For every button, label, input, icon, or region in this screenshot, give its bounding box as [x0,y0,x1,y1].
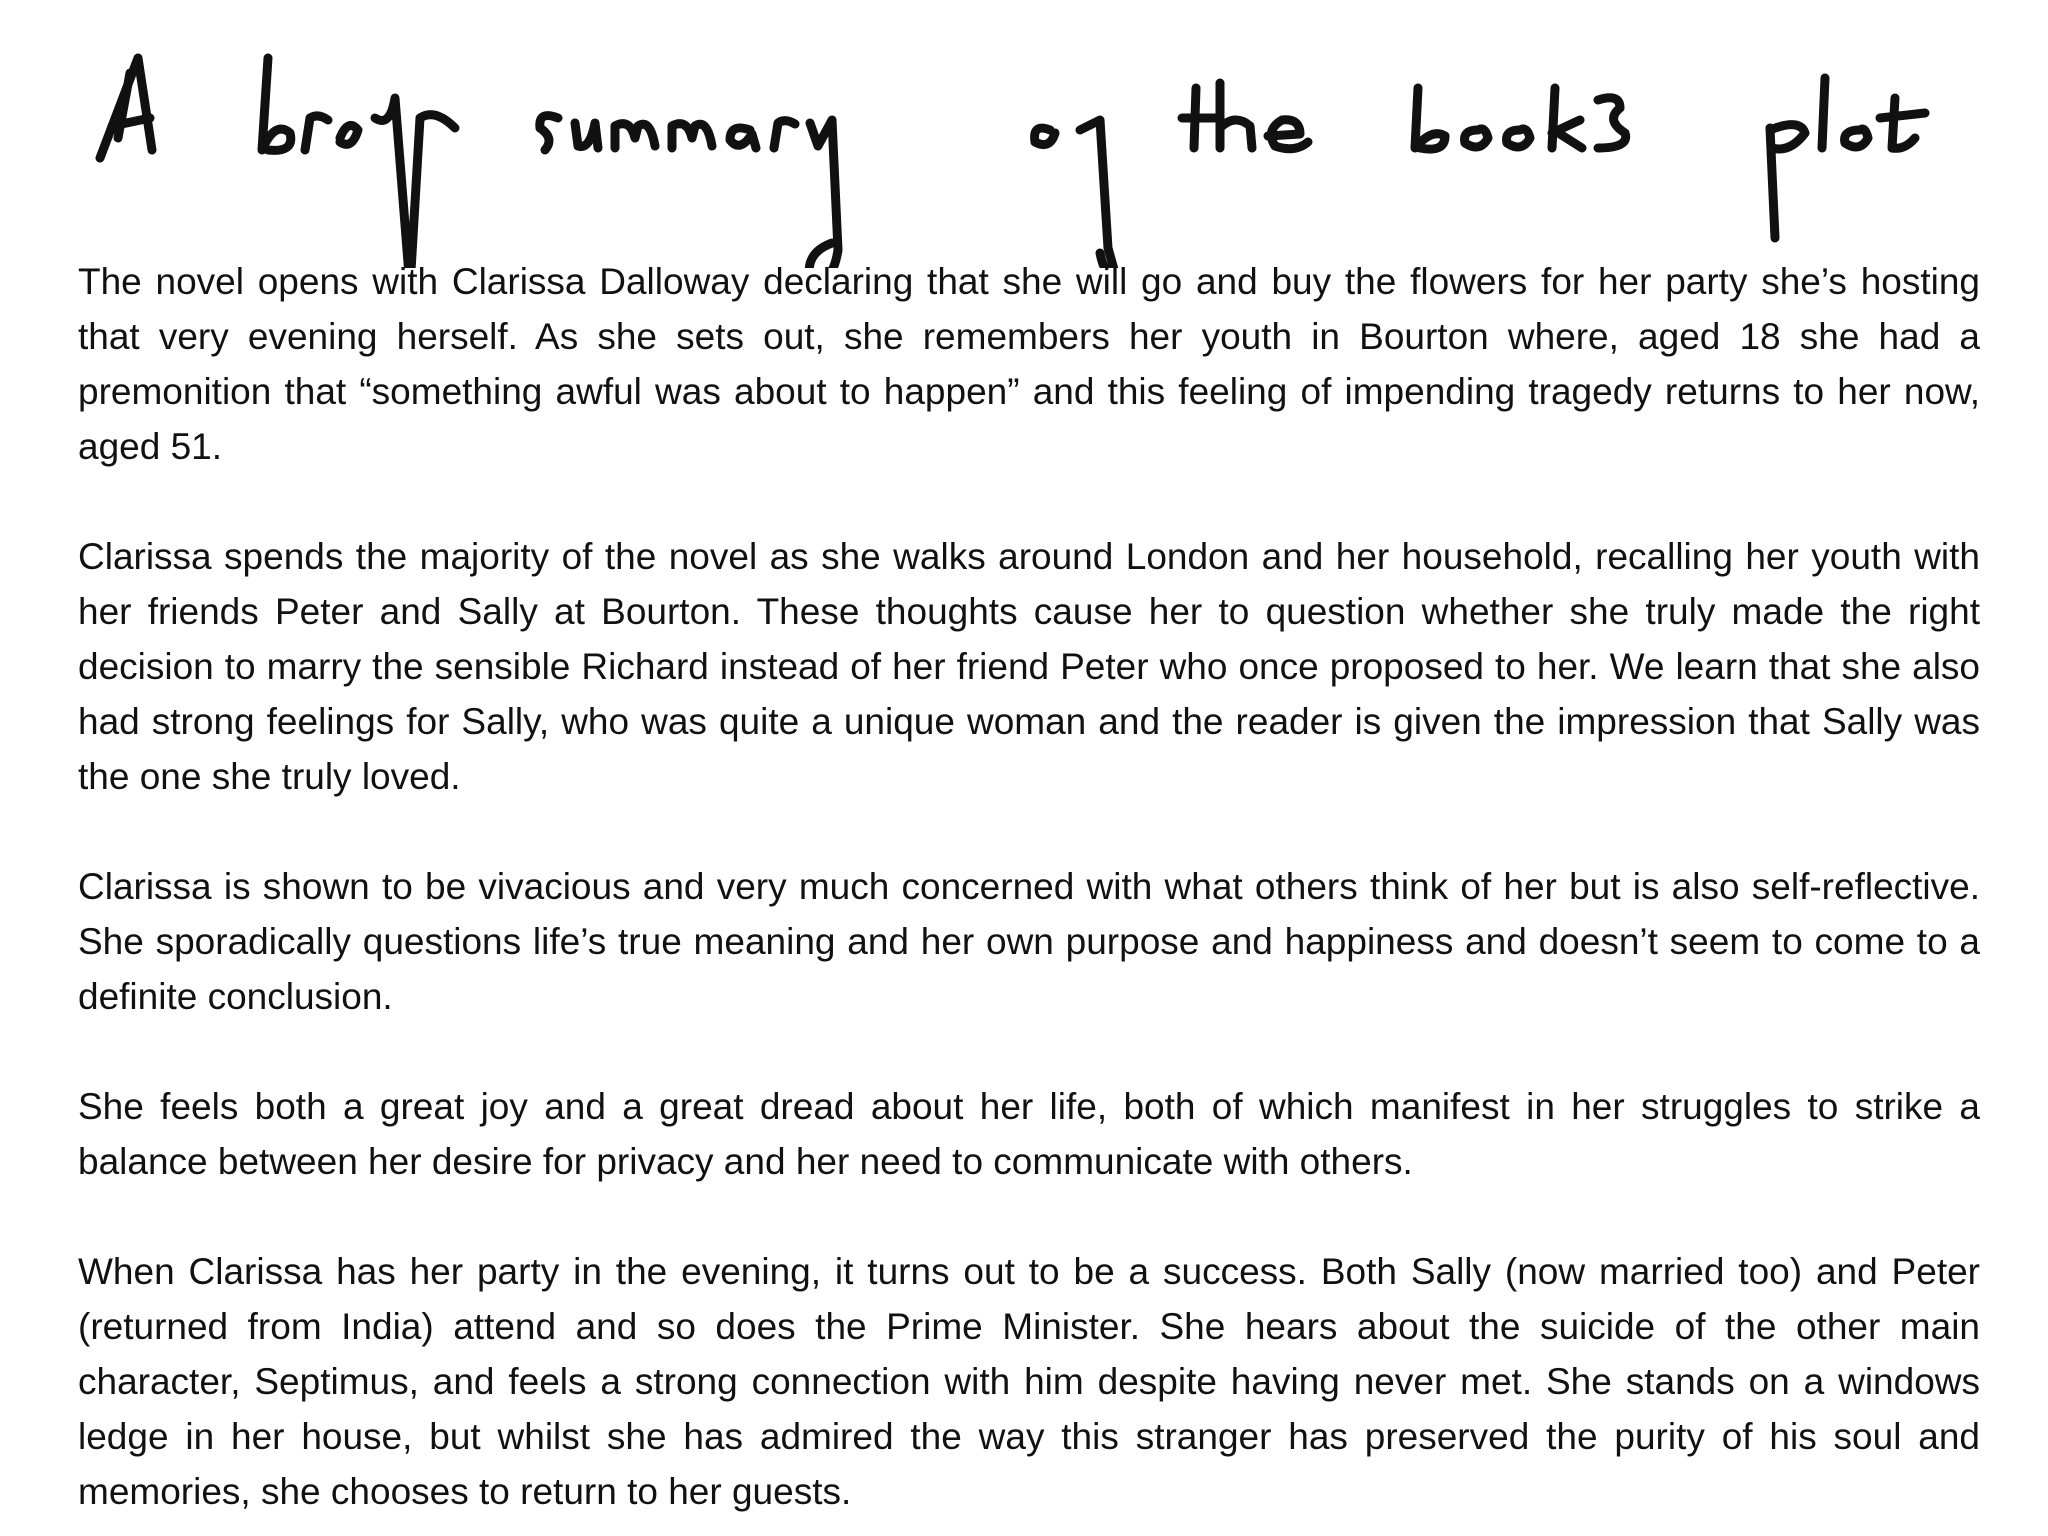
paragraph-memories: Clarissa spends the majority of the novel as she walks around London and her household, recalling her youth with her friends Peter and Sally at Bourton. These thoughts cause her to question whether she truly made the right decision to marry the sensible Richard instead of her friend Peter who once proposed to her. We learn that she also had strong feelings for Sally, who was quite a unique woman and the reader is given the impression that Sally was the one she truly loved. [78,536,1980,797]
paragraph-character: Clarissa is shown to be vivacious and very much concerned with what others think of her but is also self-reflective. She sporadically questions life’s true meaning and her own purpose and happiness and doesn’t seem to come to a definite conclusion. [78,866,1980,1017]
paragraph-conflict: She feels both a great joy and a great dread about her life, both of which manifest in her struggles to strike a balance between her desire for privacy and her need to communicate with others. [78,1086,1980,1182]
paragraph-party: When Clarissa has her party in the evening, it turns out to be a success. Both Sally (now married too) and Peter (returned from India) attend and so does the Prime Minister. She hears about the suicide of the other main character, Septimus, and feels a strong connection with him despite having never met. She stands on a windows ledge in her house, but whilst she has admired the way this stranger has preserved the purity of his soul and memories, she chooses to return to her guests. [78,1251,1980,1512]
paragraph-opening: The novel opens with Clarissa Dalloway declaring that she will go and buy the flowers for her party she’s hosting that very evening herself. As she sets out, she remembers her youth in Bourton where, aged 18 she had a premonition that “something awful was about to happen” and this feeling of impending tragedy returns to her now, aged 51. [78,261,1980,467]
handwritten-title [90,38,1970,268]
summary-body [78,254,1980,1519]
